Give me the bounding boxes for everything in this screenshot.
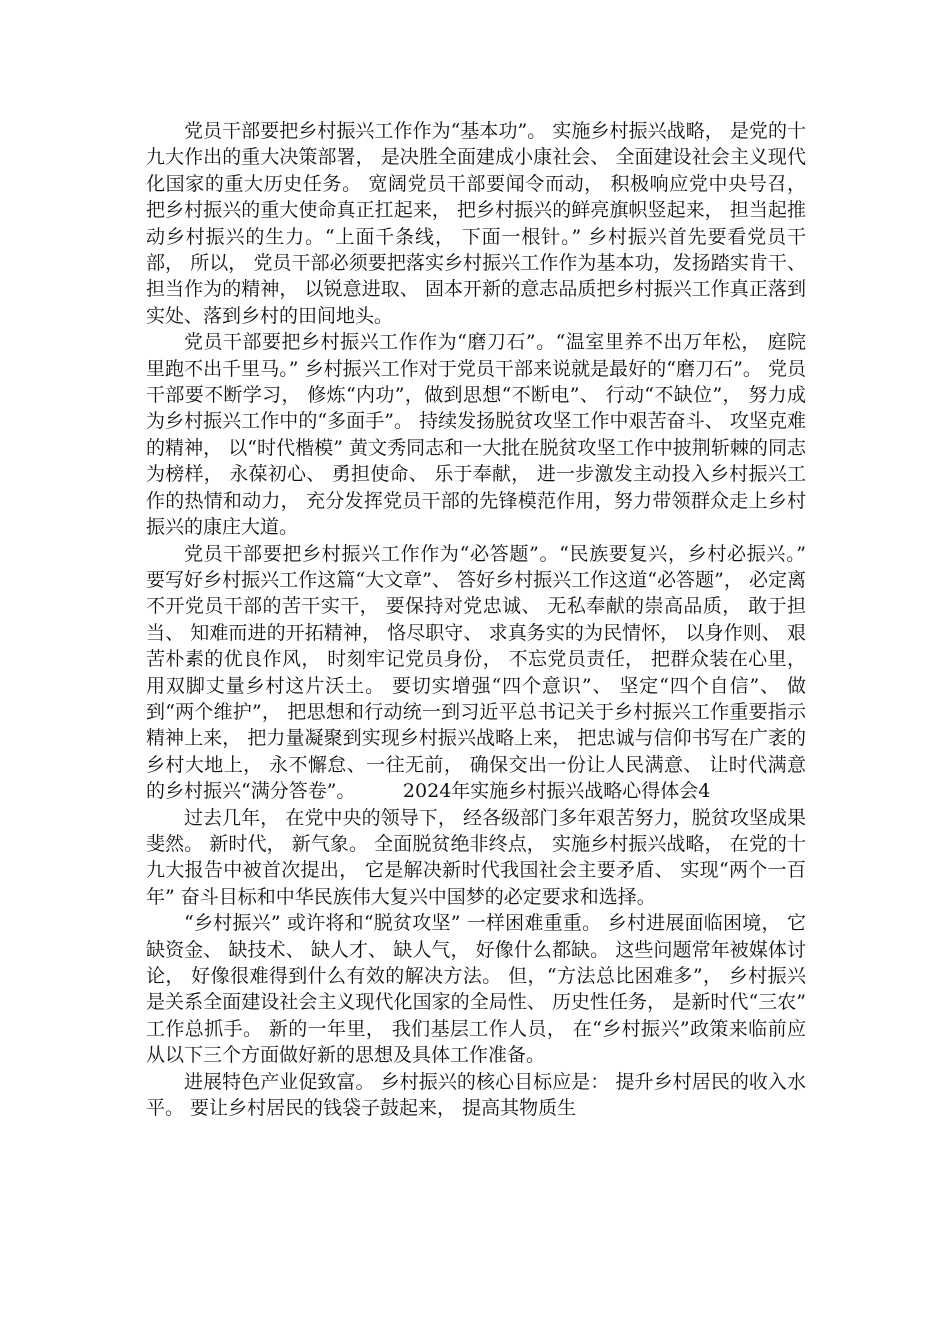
paragraph-whetstone: 党员干部要把乡村振兴工作作为“磨刀石”。“温室里养不出万年松， 庭院里跑不出千里马。” 乡村振兴工作对于党员干部来说就是最好的“磨刀石”。 党员干部要不断学习， 修炼“内功”，做到思想“不断电”、 行动“不缺位”， 努力成为乡村振兴工作中的“多面手”。 持续发扬脱贫攻坚工作中艰苦奋斗、 攻坚克难的精神， 以“时代楷模” 黄文秀同志和一大批在脱贫攻坚工作中披荆斩棘的同志为榜样， 永葆初心、 勇担使命、 乐于奉献， 进一步激发主动投入乡村振兴工作的热情和动力， 充分发挥党员干部的先锋模范作用，努力带领群众走上乡村振兴的康庄大道。 (146, 331, 806, 539)
paragraph-required-question: 党员干部要把乡村振兴工作作为“必答题”。“民族要复兴，乡村必振兴。” 要写好乡村振兴工作这篇“大文章”、 答好乡村振兴工作这道“必答题”， 必定离不开党员干部的苦干实干， 要保持对党忠诚、 无私奉献的崇高品质， 敢于担当、 知难而进的开拓精神， 恪尽职守、 求真务实的为民情怀， 以身作则、 艰苦朴素的优良作风， 时刻牢记党员身份， 不忘党员责任， 把群众装在心里，用双脚丈量乡村这片沃土。 要切实增强“四个意识”、 坚定“四个自信”、 做到“两个维护”， 把思想和行动统一到习近平总书记关于乡村振兴工作重要指示精神上来， 把力量凝聚到实现乡村振兴战略上来， 把忠诚与信仰书写在广袤的乡村大地上， 永不懈怠、一往无前， 确保交出一份让人民满意、 让时代满意的乡村振兴“满分答卷”。 2024年实施乡村振兴战略心得体会4 (146, 542, 806, 803)
paragraph-past-years: 过去几年， 在党中央的领导下， 经各级部门多年艰苦努力，脱贫攻坚成果斐然。 新时代， 新气象。 全面脱贫绝非终点， 实施乡村振兴战略， 在党的十九大报告中被首次提出， 它是解决新时代我国社会主要矛盾、 实现“两个一百年” 奋斗目标和中华民族伟大复兴中国梦的必定要求和选择。 (146, 806, 806, 908)
document-body (146, 118, 806, 1121)
paragraph-difficulties: “乡村振兴” 或许将和“脱贫攻坚” 一样困难重重。 乡村进展面临困境， 它缺资金、 缺技术、 缺人才、 缺人气， 好像什么都缺。 这些问题常年被媒体讨论， 好像很难得到什么有效的解决方法。 但，“方法总比困难多”， 乡村振兴是关系全面建设社会主义现代化国家的全局性、 历史性任务， 是新时代“三农” 工作总抓手。 新的一年里， 我们基层工作人员， 在“乡村振兴”政策来临前应从以下三个方面做好新的思想及具体工作准备。 (146, 912, 806, 1067)
paragraph-basic-skill: 党员干部要把乡村振兴工作作为“基本功”。 实施乡村振兴战略， 是党的十九大作出的重大决策部署， 是决胜全面建成小康社会、 全面建设社会主义现代化国家的重大历史任务。 宽阔党员干部要闻令而动， 积极响应党中央号召， 把乡村振兴的重大使命真正扛起来， 把乡村振兴的鲜亮旗帜竖起来， 担当起推动乡村振兴的生力。“上面千条线， 下面一根针。” 乡村振兴首先要看党员干部， 所以， 党员干部必须要把落实乡村振兴工作作为基本功，发扬踏实肯干、 担当作为的精神， 以锐意进取、 固本开新的意志品质把乡村振兴工作真正落到实处、落到乡村的田间地头。 (146, 120, 806, 327)
paragraph-industry: 进展特色产业促致富。 乡村振兴的核心目标应是： 提升乡村居民的收入水平。 要让乡村居民的钱袋子鼓起来， 提高其物质生 (146, 1070, 806, 1120)
